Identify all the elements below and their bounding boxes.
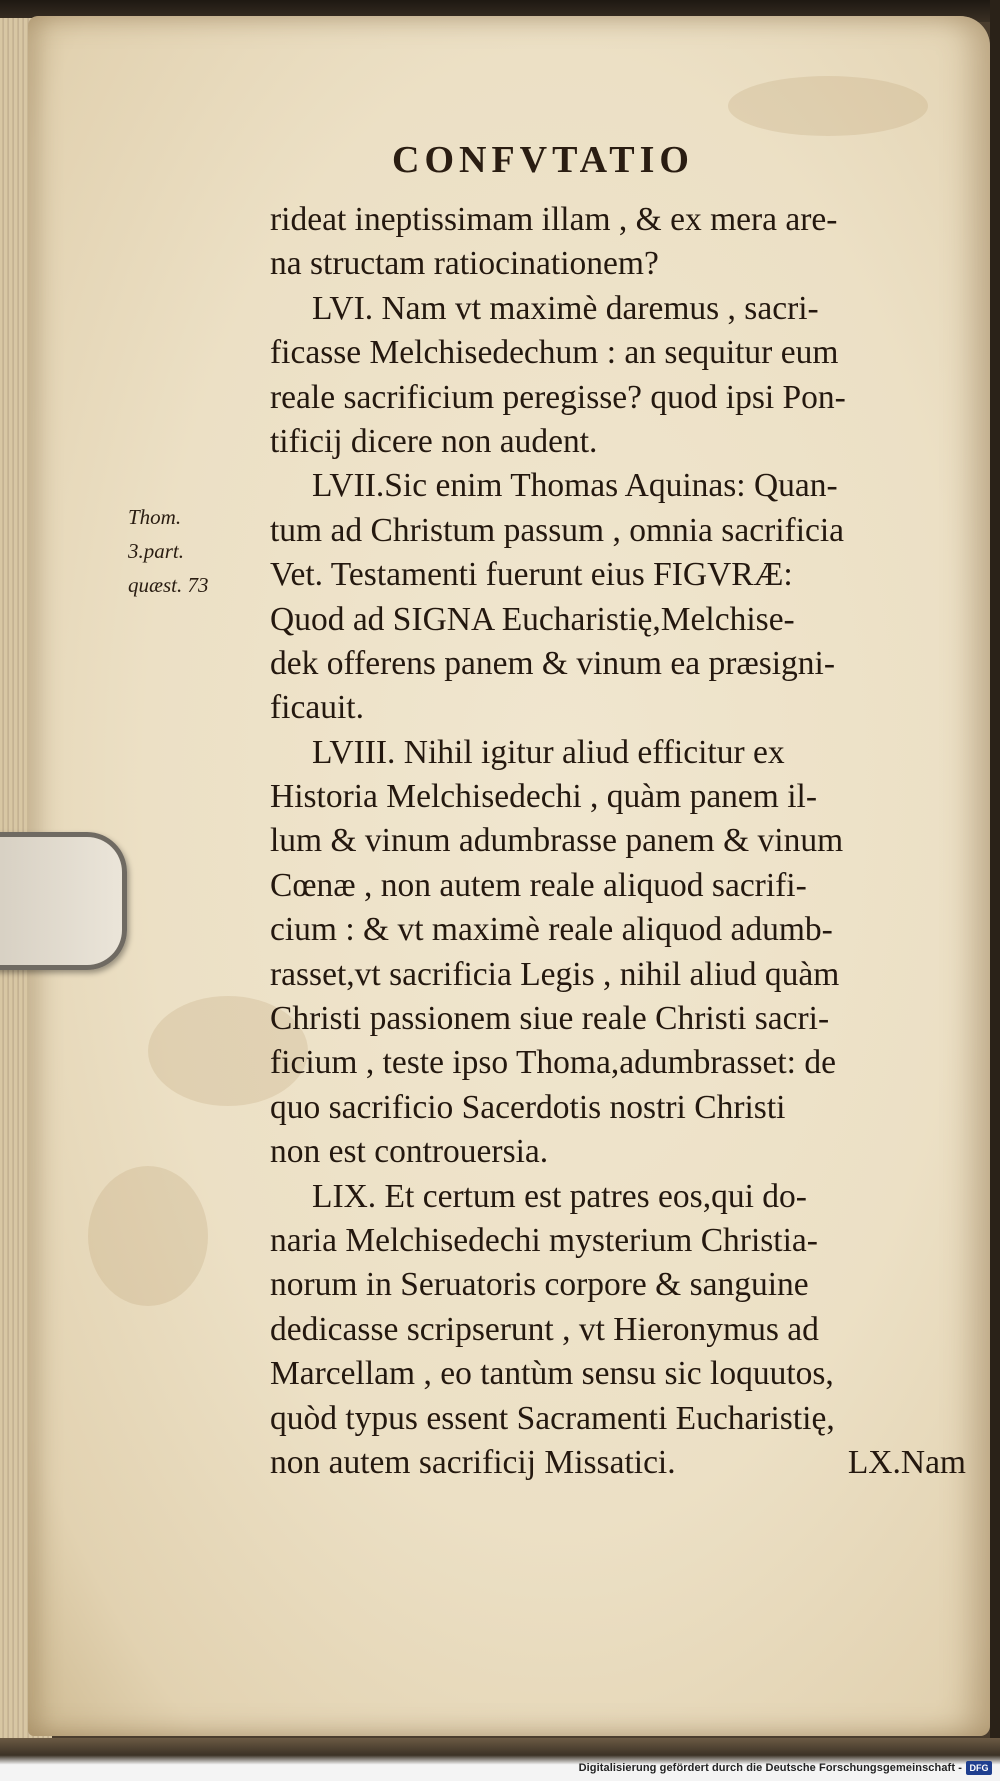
text-line [270, 509, 966, 553]
text-line [270, 1086, 966, 1130]
text-line-content: tificij dicere non audent. [270, 422, 598, 460]
text-line-content: dedicasse scripserunt , vt Hieronymus ad [270, 1310, 819, 1348]
text-line-content: non autem sacrificij Missatici. [270, 1443, 676, 1481]
text-line-content: dek offerens panem & vinum ea præsigni- [270, 644, 836, 682]
text-line-content: Marcellam , eo tantùm sensu sic loquutos, [270, 1355, 834, 1393]
digitization-credit: Digitalisierung gefördert durch die Deutsche Forschungsgemeinschaft - [578, 1762, 962, 1774]
text-line-content: Christi passionem siue reale Christi sacri- [270, 1000, 830, 1038]
text-line [270, 331, 966, 375]
text-line [270, 1263, 966, 1307]
text-line-content: Vet. Testamenti fuerunt eius FIGVRÆ: [270, 556, 793, 594]
paper-stain [88, 1166, 208, 1306]
text-line-content: Historia Melchisedechi , quàm panem il- [270, 778, 818, 816]
paper-stain [728, 76, 928, 136]
text-line [270, 997, 966, 1041]
text-line-content: tum ad Christum passum , omnia sacrificia [270, 511, 845, 549]
scan-right-edge [990, 0, 1000, 1781]
text-line-content: LVII.Sic enim Thomas Aquinas: Quan- [312, 467, 838, 505]
text-line-content: LVIII. Nihil igitur aliud efficitur ex [312, 733, 785, 771]
text-line-content: rasset,vt sacrificia Legis , nihil aliud quàm [270, 955, 840, 993]
text-line [270, 1441, 966, 1485]
text-line-content: non est controuersia. [270, 1133, 549, 1171]
text-line [270, 908, 966, 952]
text-line-content: norum in Seruatoris corpore & sanguine [270, 1266, 809, 1304]
text-line [270, 1308, 966, 1352]
text-line-content: rideat ineptissimam illam , & ex mera are- [270, 201, 838, 238]
text-line-content: cium : & vt maximè reale aliquod adumb- [270, 911, 833, 949]
body-text [270, 198, 966, 1485]
text-line [270, 642, 966, 686]
text-line [270, 287, 966, 331]
text-line-content: Quod ad SIGNA Eucharistię,Melchise- [270, 600, 795, 638]
text-line [270, 864, 966, 908]
text-line-content: reale sacrificium peregisse? quod ipsi Pon- [270, 378, 846, 416]
text-line-content: ficium , teste ipso Thoma,adumbrasset: de [270, 1044, 836, 1082]
running-title: CONFVTATIO [392, 139, 694, 181]
text-line [270, 242, 966, 286]
catchword: LX.Nam [847, 1443, 966, 1481]
text-line-content: LVI. Nam vt maximè daremus , sacri- [312, 289, 819, 327]
text-line [270, 1175, 966, 1219]
text-line-content: na structam ratiocinationem? [270, 245, 659, 283]
margin-note-line: 3.part. [128, 539, 185, 563]
margin-note-line: quæst. 73 [128, 573, 209, 597]
text-line [270, 598, 966, 642]
text-line [270, 1397, 966, 1441]
text-line [270, 464, 966, 508]
text-line-content: quo sacrificio Sacerdotis nostri Christi [270, 1088, 786, 1126]
dfg-logo: DFG [966, 1761, 992, 1775]
text-line-content: naria Melchisedechi mysterium Christia- [270, 1221, 818, 1259]
text-line [270, 376, 966, 420]
text-line [270, 1041, 966, 1085]
text-line [270, 1352, 966, 1396]
text-line [270, 1130, 966, 1174]
text-line [270, 198, 966, 242]
text-line-content: quòd typus essent Sacramenti Eucharistię, [270, 1399, 835, 1437]
text-line [270, 420, 966, 464]
text-line [270, 731, 966, 775]
text-line-content: lum & vinum adumbrasse panem & vinum [270, 822, 844, 860]
text-line [270, 553, 966, 597]
text-line [270, 1219, 966, 1263]
text-line [270, 953, 966, 997]
margin-note-line: Thom. [128, 505, 182, 529]
text-line-content: LIX. Et certum est patres eos,qui do- [312, 1177, 807, 1215]
text-line-content: Cœnæ , non autem reale aliquod sacrifi- [270, 866, 807, 904]
text-line [270, 775, 966, 819]
paper-clip [0, 832, 127, 970]
text-line-content: ficauit. [270, 689, 364, 727]
scan-bottom-strip [0, 1738, 1000, 1781]
text-line-content: ficasse Melchisedechum : an sequitur eum [270, 334, 839, 372]
text-line [270, 686, 966, 730]
margin-note [128, 500, 258, 602]
text-line [270, 819, 966, 863]
